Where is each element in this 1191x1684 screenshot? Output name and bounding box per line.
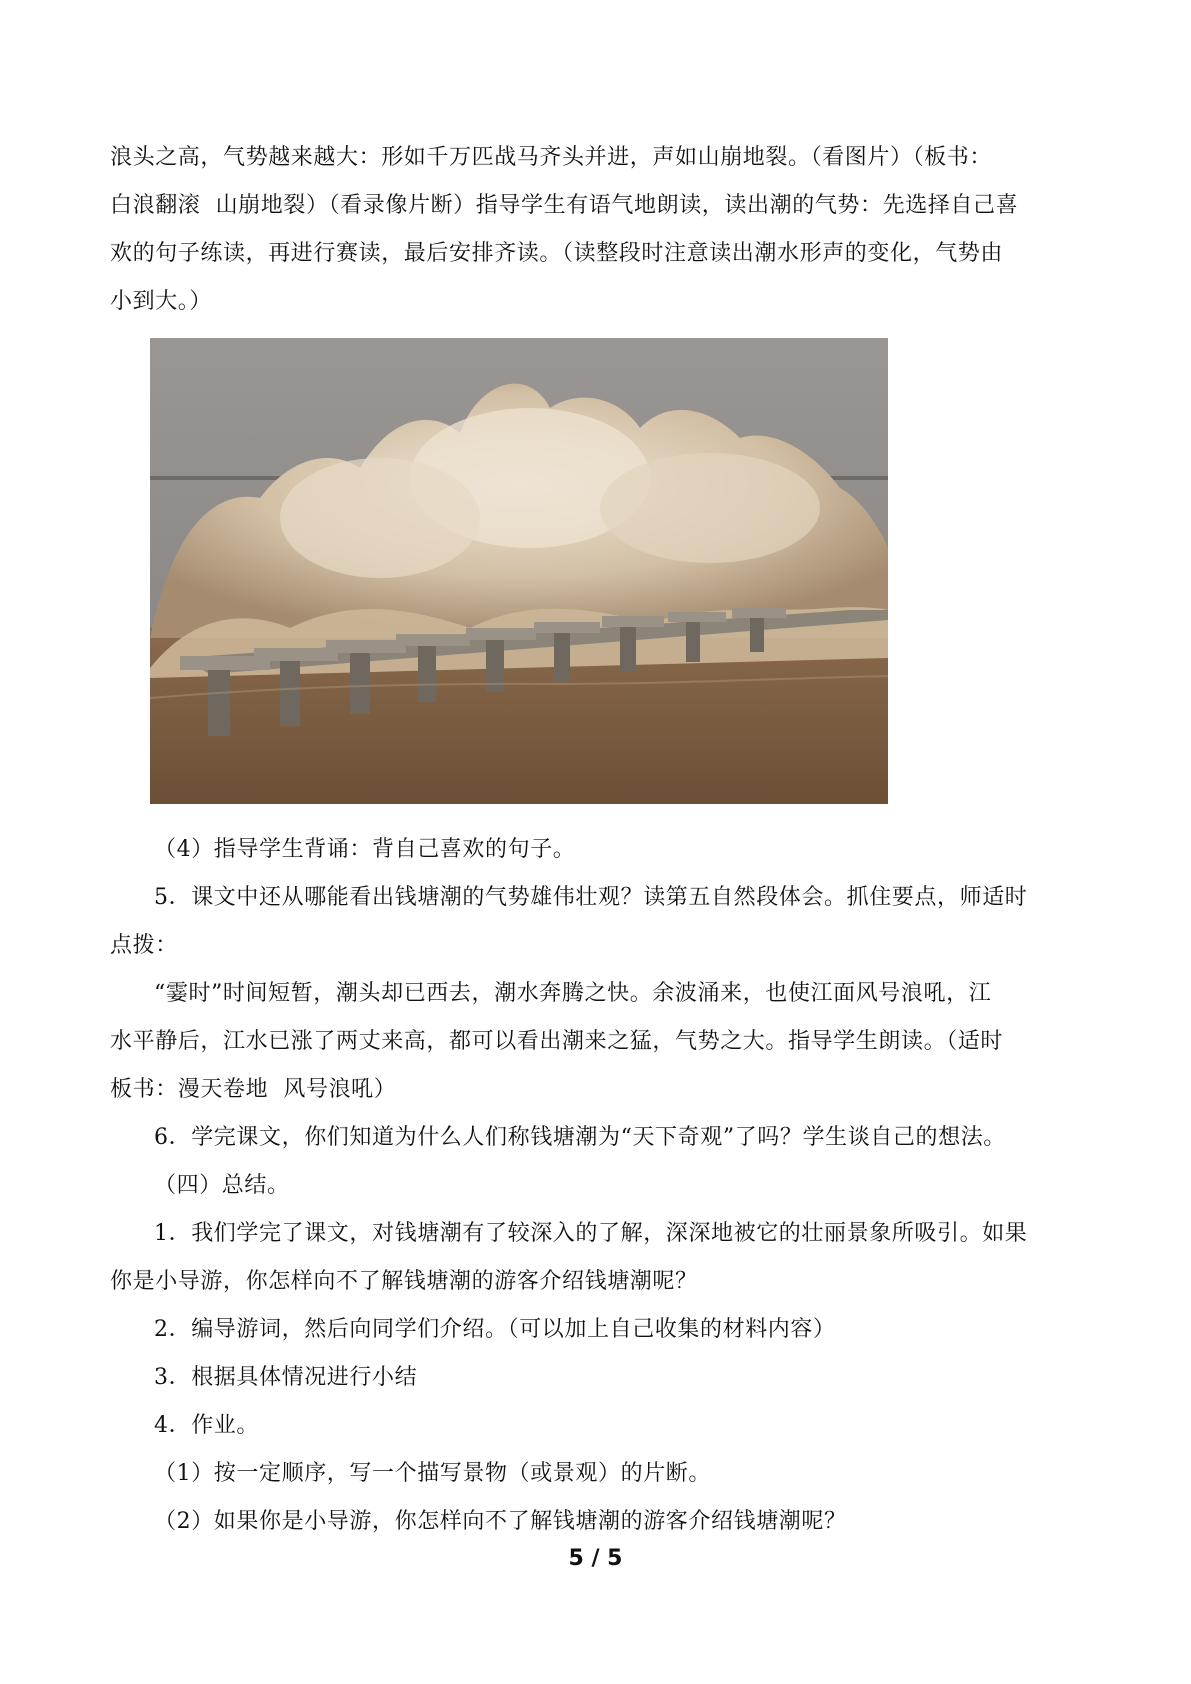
intro-paragraph	[110, 134, 1090, 326]
text-line: 小到大。）	[110, 289, 213, 314]
text-line: 1．我们学完了课文，对钱塘潮有了较深入的了解，深深地被它的壮丽景象所吸引。如果	[154, 1221, 1028, 1246]
lesson-body	[110, 826, 1090, 1546]
text-line: 5．课文中还从哪能看出钱塘潮的气势雄伟壮观？读第五自然段体会。抓住要点，师适时	[154, 885, 1028, 910]
text-line: （4）指导学生背诵：背自己喜欢的句子。	[154, 837, 576, 862]
text-line: 欢的句子练读，再进行赛读，最后安排齐读。（读整段时注意读出潮水形声的变化，气势由	[110, 241, 1004, 266]
text-line: 2．编导游词，然后向同学们介绍。（可以加上自己收集的材料内容）	[154, 1317, 836, 1342]
text-line: （1）按一定顺序，写一个描写景物（或景观）的片断。	[154, 1461, 711, 1486]
text-line: 3．根据具体情况进行小结	[154, 1365, 418, 1390]
text-line: 浪头之高，气势越来越大：形如千万匹战马齐头并进，声如山崩地裂。（看图片）（板书：	[110, 145, 993, 170]
text-line: 点拨：	[110, 933, 178, 958]
text-line: 4．作业。	[154, 1413, 259, 1438]
text-line: 水平静后，江水已涨了两丈来高，都可以看出潮来之猛，气势之大。指导学生朗读。（适时	[110, 1029, 1004, 1054]
page-number: 5 / 5	[568, 1546, 623, 1571]
text-line: 板书：漫天卷地 风号浪吼）	[110, 1077, 397, 1102]
text-line: 6．学完课文，你们知道为什么人们称钱塘潮为“天下奇观”了吗？学生谈自己的想法。	[154, 1125, 1006, 1150]
tidal-bore-photo	[150, 338, 888, 804]
text-line: “霎时”时间短暂，潮头却已西去，潮水奔腾之快。余波涌来，也使江面风号浪吼，江	[154, 981, 992, 1006]
text-line: 你是小导游，你怎样向不了解钱塘潮的游客介绍钱塘潮呢？	[110, 1269, 698, 1294]
text-line: （2）如果你是小导游，你怎样向不了解钱塘潮的游客介绍钱塘潮呢？	[154, 1509, 847, 1534]
section-heading: （四）总结。	[154, 1173, 290, 1198]
text-line: 白浪翻滚 山崩地裂）（看录像片断）指导学生有语气地朗读，读出潮的气势：先选择自己喜	[110, 193, 1019, 218]
